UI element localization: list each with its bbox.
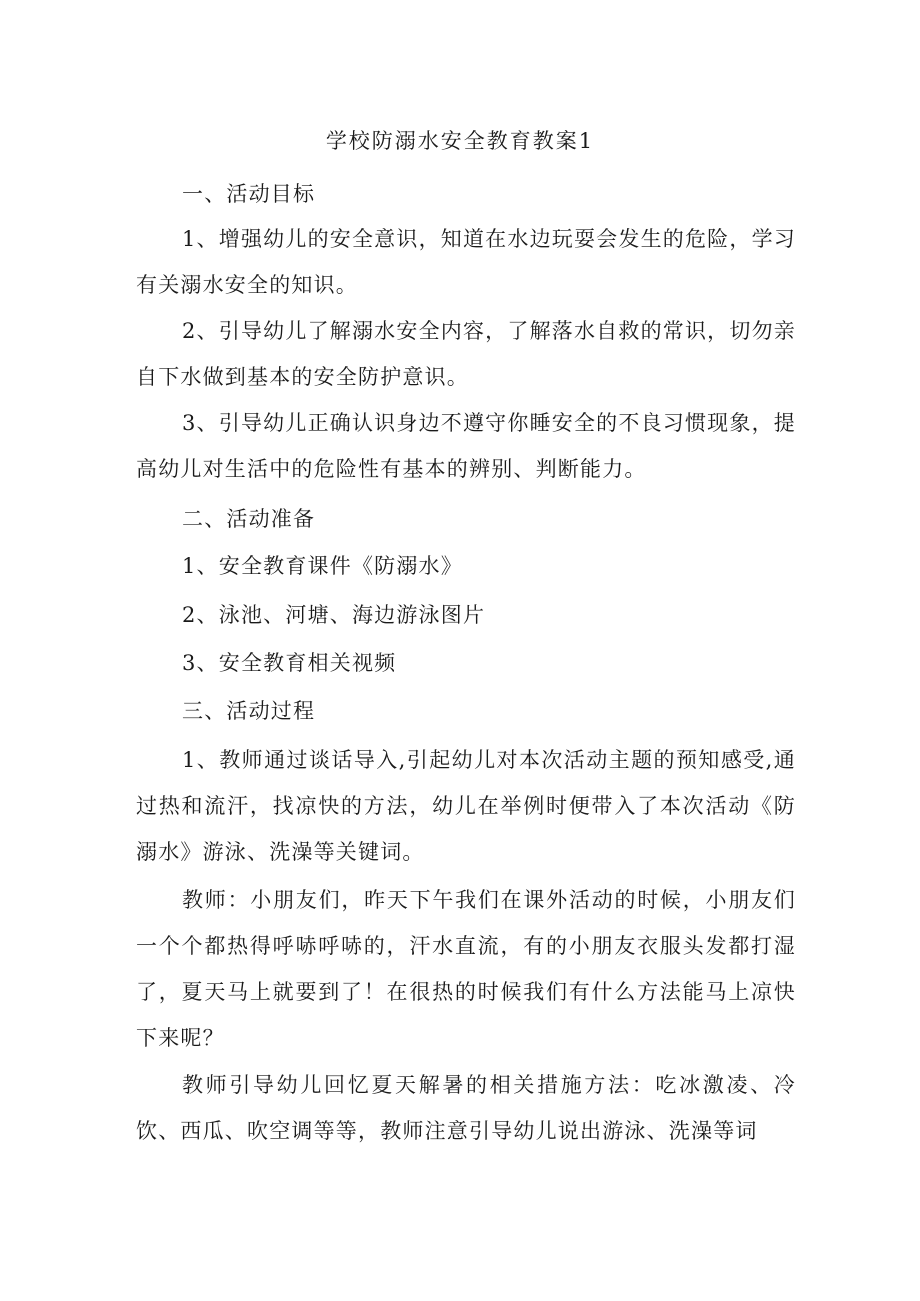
heading-objectives: 一、活动目标 <box>182 182 316 206</box>
paragraph-process-1: 1、教师通过谈话导入,引起幼儿对本次活动主题的预知感受,通过热和流汗，找凉快的方法，幼儿在举例时便带入了本次活动《防溺水》游泳、洗澡等关键词。 <box>136 748 796 864</box>
heading-preparation: 二、活动准备 <box>182 507 316 531</box>
paragraph-teacher-guidance: 教师引导幼儿回忆夏天解暑的相关措施方法：吃冰激凌、冷饮、西瓜、吹空调等等，教师注意引导幼儿说出游泳、洗澡等词 <box>136 1073 796 1143</box>
paragraph-preparation-1: 1、安全教育课件《防溺水》 <box>182 554 463 578</box>
heading-process: 三、活动过程 <box>182 699 316 723</box>
paragraph-objective-2: 2、引导幼儿了解溺水安全内容，了解落水自救的常识，切勿亲自下水做到基本的安全防护意识。 <box>136 319 796 389</box>
paragraph-teacher-dialogue: 教师：小朋友们，昨天下午我们在课外活动的时候，小朋友们一个个都热得呼哧呼哧的，汗水直流，有的小朋友衣服头发都打湿了，夏天马上就要到了！在很热的时候我们有什么方法能马上凉快下来呢？ <box>136 888 796 1050</box>
paragraph-preparation-2: 2、泳池、河塘、海边游泳图片 <box>182 603 486 627</box>
document-title: 学校防溺水安全教育教案1 <box>325 129 595 153</box>
paragraph-objective-3: 3、引导幼儿正确认识身边不遵守你睡安全的不良习惯现象，提高幼儿对生活中的危险性有基本的辨别、判断能力。 <box>136 411 796 481</box>
paragraph-objective-1: 1、增强幼儿的安全意识，知道在水边玩耍会发生的危险，学习有关溺水安全的知识。 <box>136 227 796 297</box>
paragraph-preparation-3: 3、安全教育相关视频 <box>182 651 397 675</box>
